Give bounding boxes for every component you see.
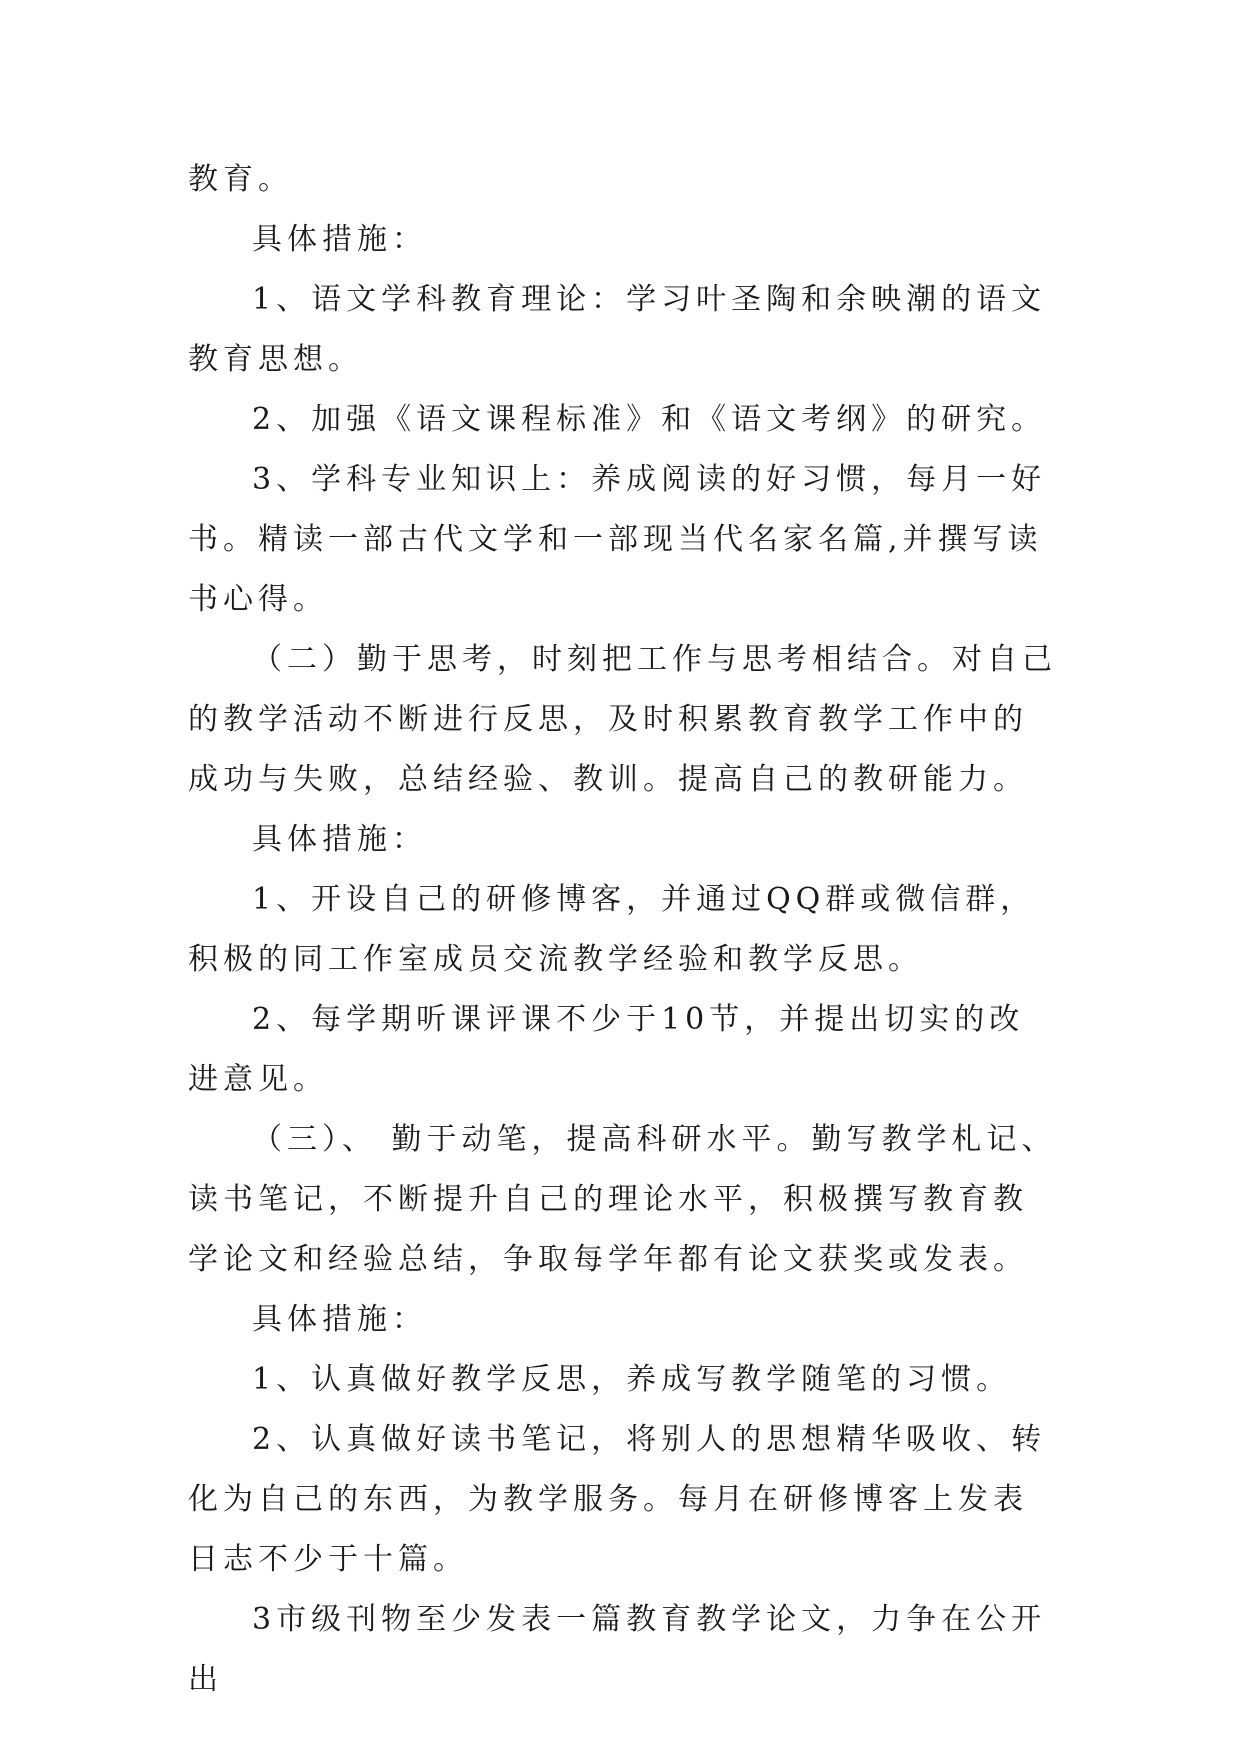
paragraph: 2、加强《语文课程标准》和《语文考纲》的研究。: [252, 402, 1047, 437]
paragraph: 2、每学期听课评课不少于10节，并提出切实的改进意见。: [188, 1002, 1025, 1097]
paragraph: 1、认真做好教学反思，养成写教学随笔的习惯。: [252, 1362, 1012, 1397]
paragraph: 1、开设自己的研修博客，并通过QQ群或微信群，积极的同工作室成员交流教学经验和教学反思。: [188, 882, 1036, 977]
paragraph: （三）、 勤于动笔，提高科研水平。勤写教学札记、读书笔记，不断提升自己的理论水平，积极撰写教育教学论文和经验总结，争取每学年都有论文获奖或发表。: [188, 1122, 1057, 1277]
paragraph: 3、学科专业知识上：养成阅读的好习惯，每月一好书。精读一部古代文学和一部现当代名家名篇,并撰写读书心得。: [188, 462, 1047, 617]
paragraph: 具体措施：: [252, 222, 427, 257]
document-body: [188, 150, 1058, 1710]
paragraph: 具体措施：: [252, 822, 427, 857]
paragraph: （二）勤于思考，时刻把工作与思考相结合。对自己的教学活动不断进行反思，及时积累教育教学工作中的成功与失败，总结经验、教训。提高自己的教研能力。: [188, 642, 1057, 797]
paragraph: 2、认真做好读书笔记，将别人的思想精华吸收、转化为自己的东西，为教学服务。每月在研修博客上发表日志不少于十篇。: [188, 1422, 1047, 1577]
paragraph: 具体措施：: [252, 1302, 427, 1337]
paragraph: 教育。: [188, 162, 293, 197]
paragraph: 3市级刊物至少发表一篇教育教学论文，力争在公开出: [188, 1602, 1047, 1697]
paragraph: 1、语文学科教育理论：学习叶圣陶和余映潮的语文教育思想。: [188, 282, 1047, 377]
